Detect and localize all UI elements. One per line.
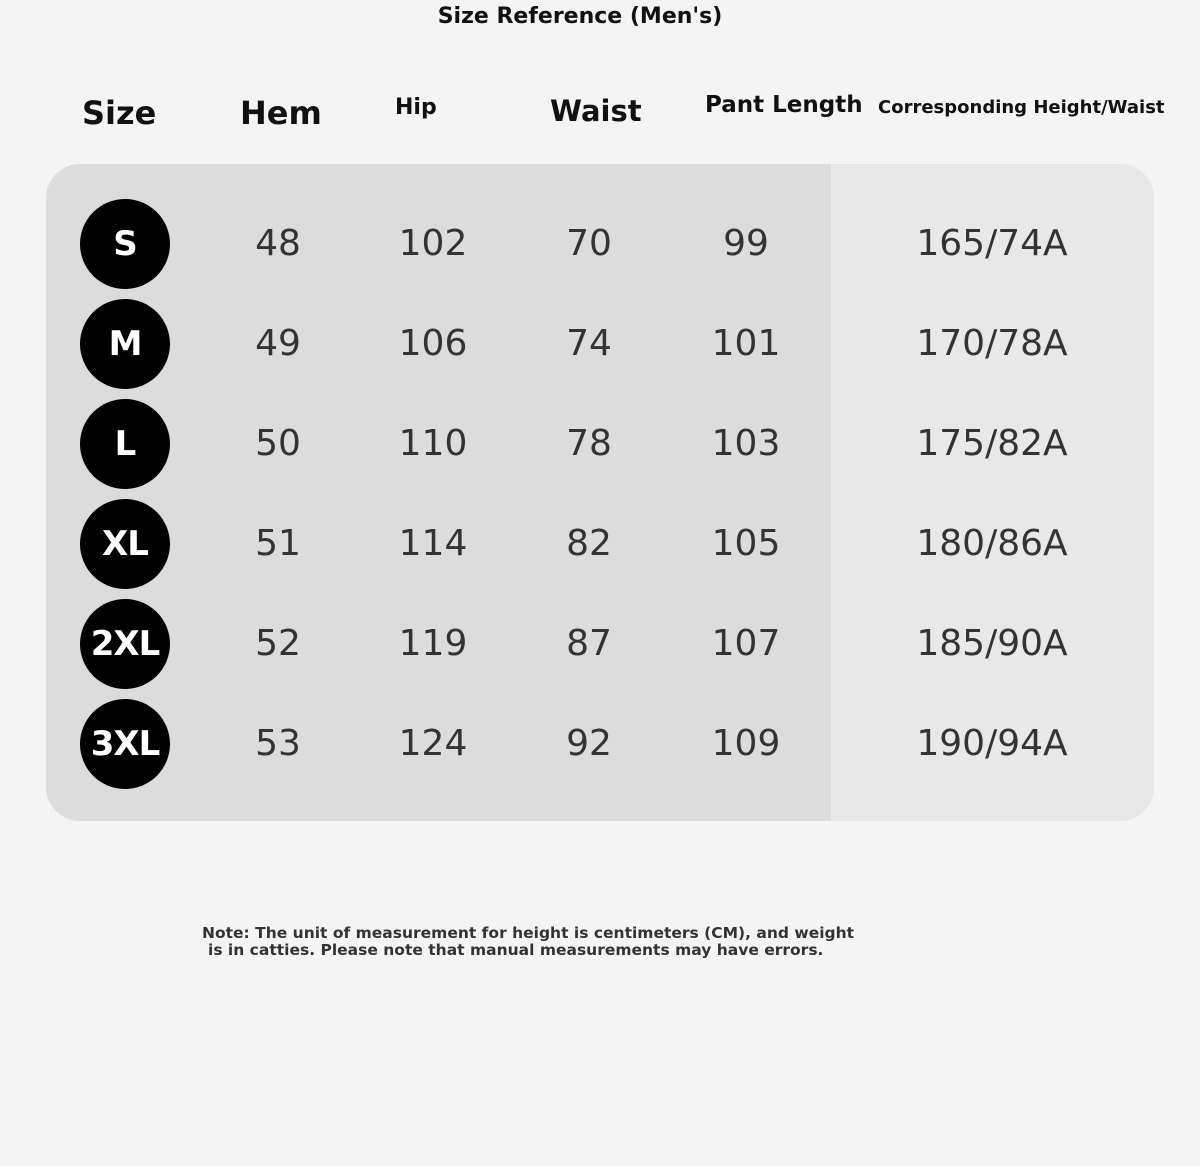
table-row	[46, 364, 1154, 464]
cell-hip: 102	[398, 223, 468, 264]
cell-hip: 124	[398, 723, 468, 764]
measurement-note	[202, 925, 854, 959]
size-badge: L	[80, 399, 170, 489]
size-table	[46, 164, 1154, 821]
cell-waist: 74	[566, 323, 612, 364]
note-line-1: Note: The unit of measurement for height is centimeters (CM), and weight	[202, 924, 855, 942]
header-hem: Hem	[240, 94, 322, 132]
cell-corresponding: 180/86A	[916, 523, 1068, 564]
cell-corresponding: 185/90A	[916, 623, 1068, 664]
header-pant-length: Pant Length	[705, 92, 863, 118]
header-size: Size	[82, 94, 157, 132]
cell-hem: 52	[255, 623, 301, 664]
cell-waist: 78	[566, 423, 612, 464]
cell-hem: 53	[255, 723, 301, 764]
size-badge: 3XL	[80, 699, 170, 789]
cell-pant-length: 107	[711, 623, 781, 664]
header-waist: Waist	[550, 94, 642, 128]
header-corresponding: Corresponding Height/Waist	[878, 97, 1165, 118]
size-badge: M	[80, 299, 170, 389]
size-badge: XL	[80, 499, 170, 589]
cell-hem: 48	[255, 223, 301, 264]
table-row	[46, 264, 1154, 364]
note-line-2: is in catties. Please note that manual measurements may have errors.	[208, 941, 824, 959]
cell-corresponding: 190/94A	[916, 723, 1068, 764]
cell-hip: 106	[398, 323, 468, 364]
table-row	[46, 164, 1154, 264]
cell-waist: 82	[566, 523, 612, 564]
table-row	[46, 664, 1154, 764]
cell-waist: 87	[566, 623, 612, 664]
cell-corresponding: 175/82A	[916, 423, 1068, 464]
cell-pant-length: 101	[711, 323, 781, 364]
cell-corresponding: 165/74A	[916, 223, 1068, 264]
cell-pant-length: 109	[711, 723, 781, 764]
cell-waist: 70	[566, 223, 612, 264]
cell-hem: 49	[255, 323, 301, 364]
size-badge: 2XL	[80, 599, 170, 689]
header-hip: Hip	[395, 95, 437, 120]
cell-pant-length: 99	[723, 223, 769, 264]
cell-hem: 50	[255, 423, 301, 464]
table-row	[46, 564, 1154, 664]
cell-hip: 119	[398, 623, 468, 664]
size-badge: S	[80, 199, 170, 289]
cell-corresponding: 170/78A	[916, 323, 1068, 364]
page-title: Size Reference (Men's)	[437, 4, 723, 29]
cell-pant-length: 103	[711, 423, 781, 464]
cell-pant-length: 105	[711, 523, 781, 564]
cell-waist: 92	[566, 723, 612, 764]
table-row	[46, 464, 1154, 564]
cell-hem: 51	[255, 523, 301, 564]
cell-hip: 110	[398, 423, 468, 464]
cell-hip: 114	[398, 523, 468, 564]
